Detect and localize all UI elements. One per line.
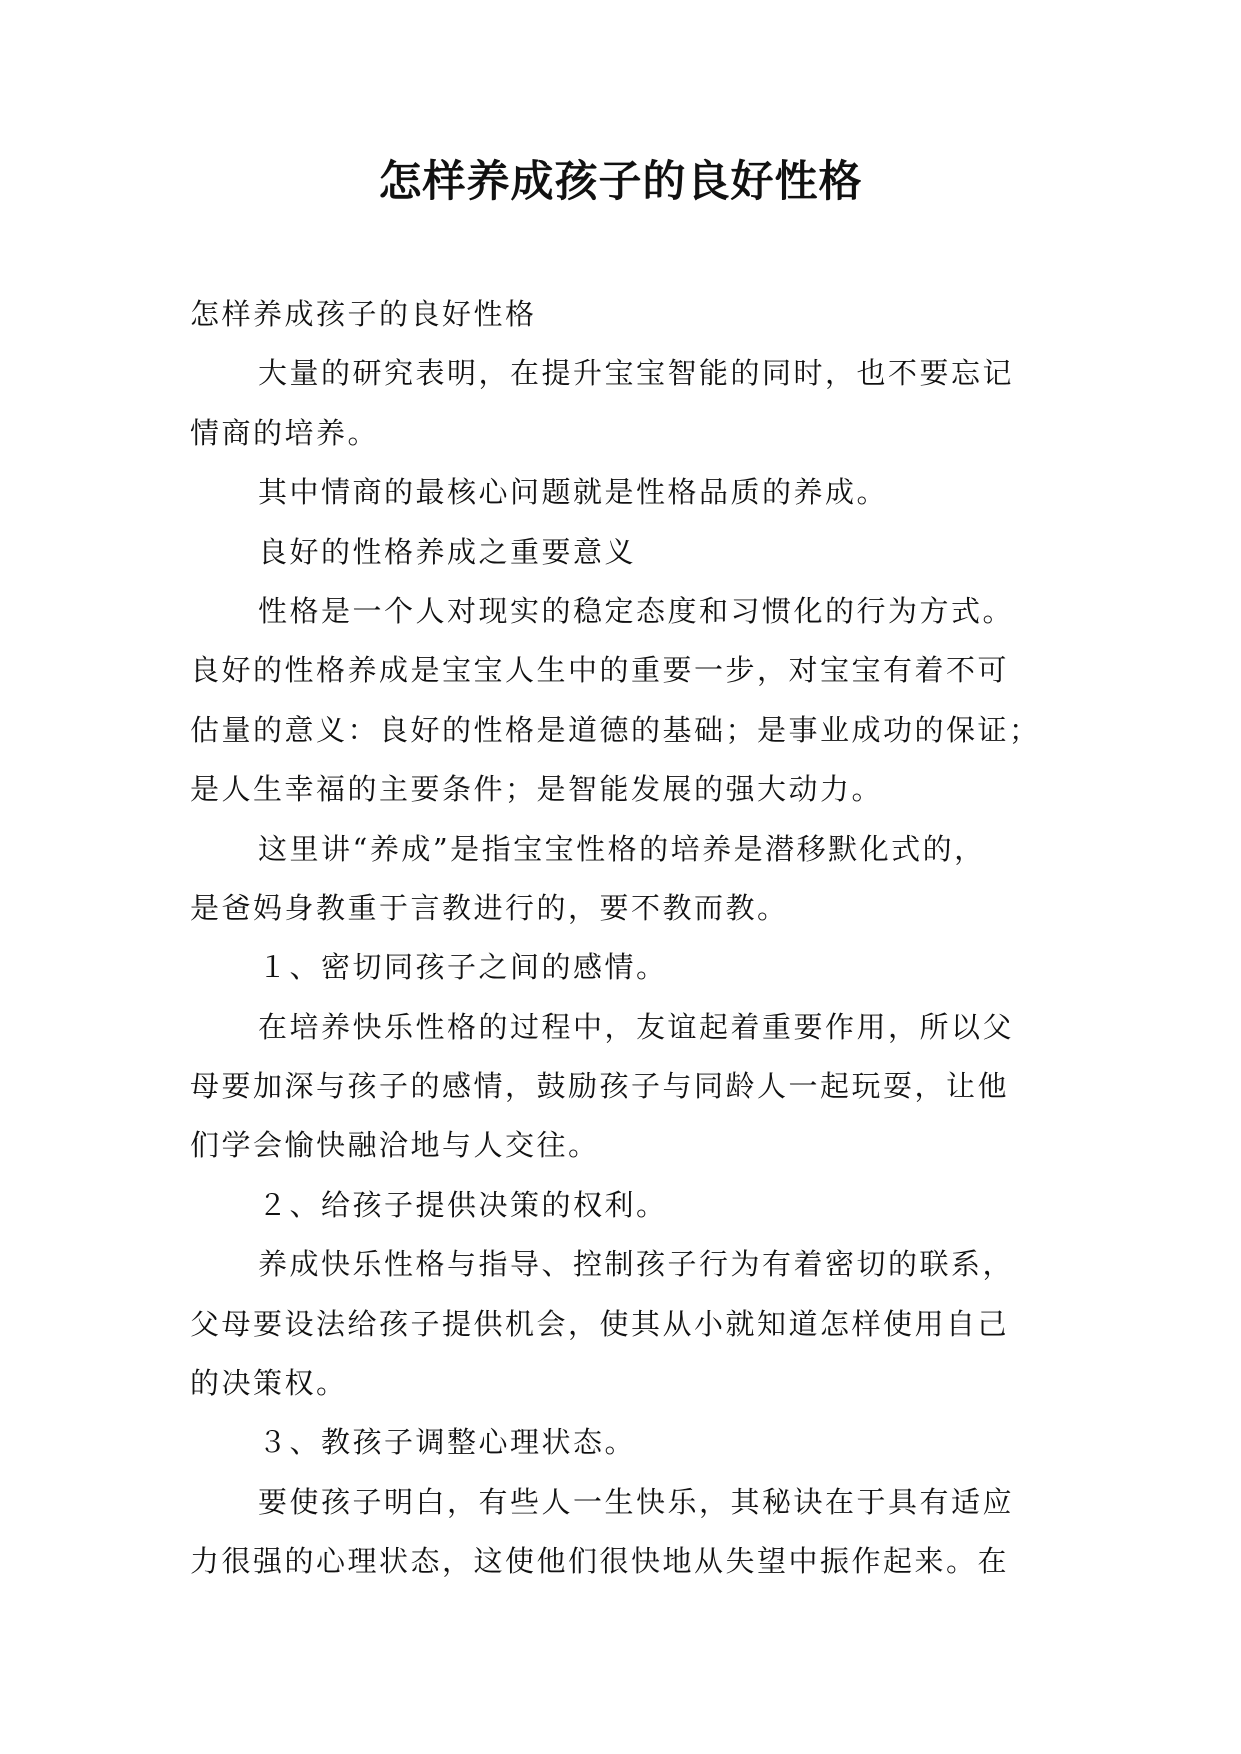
- body-line: 要使孩子明白，有些人一生快乐，其秘诀在于具有适应: [258, 1484, 1015, 1519]
- body-line: 性格是一个人对现实的稳定态度和习惯化的行为方式。: [258, 593, 1015, 628]
- body-line: 父母要设法给孩子提供机会，使其从小就知道怎样使用自己: [190, 1306, 1010, 1341]
- section-heading: ３、教孩子调整心理状态。: [258, 1425, 637, 1460]
- body-line: 们学会愉快融洽地与人交往。: [190, 1128, 600, 1163]
- body-line: 情商的培养。: [190, 415, 380, 450]
- body-line: 母要加深与孩子的感情，鼓励孩子与同龄人一起玩耍，让他: [190, 1069, 1010, 1104]
- body-line: 怎样养成孩子的良好性格: [190, 297, 537, 331]
- body-line: 力很强的心理状态，这使他们很快地从失望中振作起来。在: [190, 1544, 1010, 1579]
- body-line: 在培养快乐性格的过程中，友谊起着重要作用，所以父: [258, 1009, 1015, 1044]
- body-line: 这里讲“养成”是指宝宝性格的培养是潜移默化式的，: [258, 831, 986, 866]
- body-line: 的决策权。: [190, 1366, 348, 1401]
- body-line: 其中情商的最核心问题就是性格品质的养成。: [258, 475, 889, 510]
- body-line: 良好的性格养成之重要意义: [258, 534, 637, 569]
- body-line: 是爸妈身教重于言教进行的，要不教而教。: [190, 890, 789, 925]
- document-body: [190, 285, 1052, 1592]
- body-line: 估量的意义：良好的性格是道德的基础；是事业成功的保证；: [190, 712, 1041, 747]
- section-heading: ２、给孩子提供决策的权利。: [258, 1187, 668, 1222]
- section-heading: １、密切同孩子之间的感情。: [258, 950, 668, 985]
- document-title: 怎样养成孩子的良好性格: [378, 157, 863, 207]
- body-line: 是人生幸福的主要条件；是智能发展的强大动力。: [190, 772, 884, 807]
- body-line: 大量的研究表明，在提升宝宝智能的同时，也不要忘记: [258, 356, 1015, 391]
- body-line: 良好的性格养成是宝宝人生中的重要一步，对宝宝有着不可: [190, 653, 1010, 688]
- body-line: 养成快乐性格与指导、控制孩子行为有着密切的联系，: [258, 1247, 1015, 1282]
